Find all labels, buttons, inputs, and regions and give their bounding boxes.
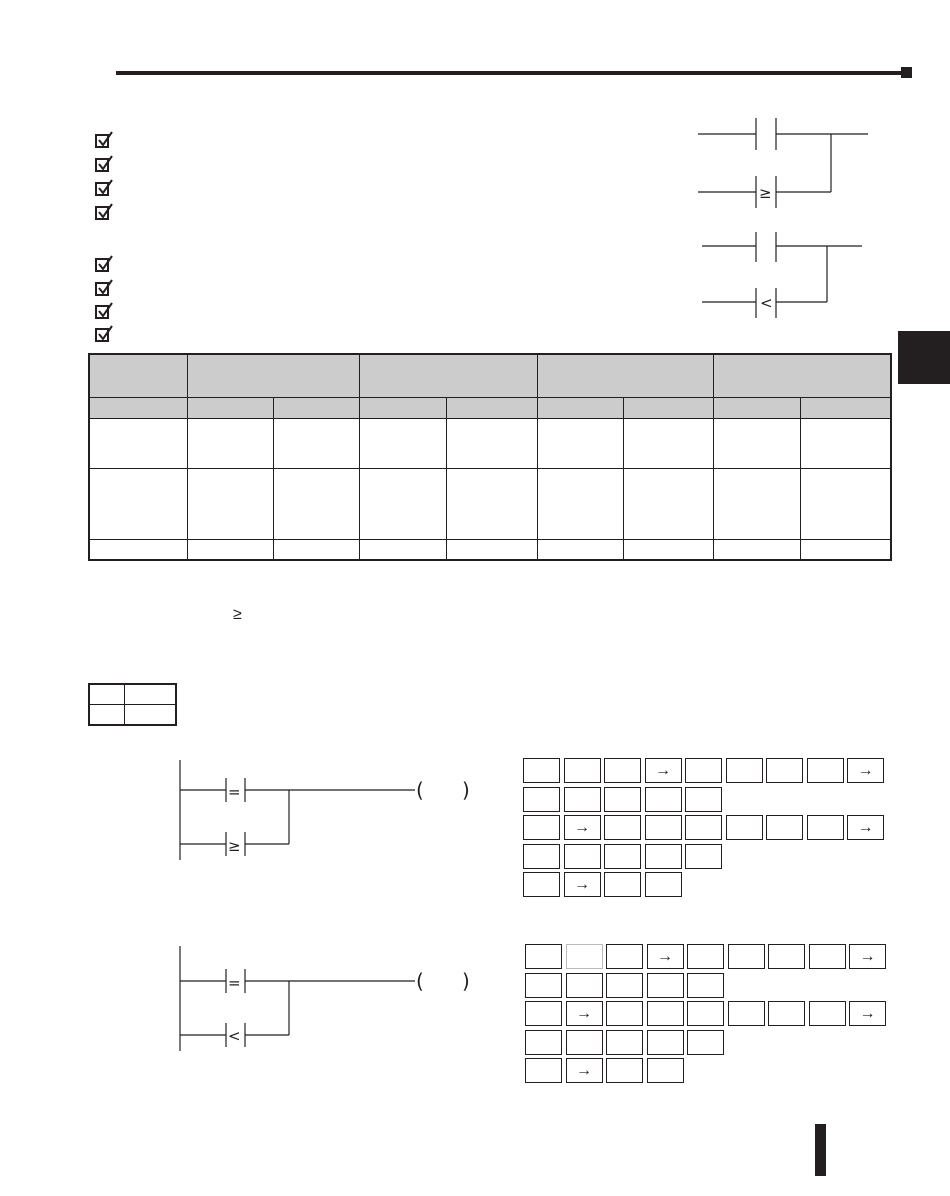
arrow-key [645, 758, 682, 783]
contact-symbol-diagram [690, 112, 880, 322]
coil-left: ( [416, 778, 424, 802]
key [726, 758, 763, 783]
table-subheader-row [89, 398, 891, 419]
key [726, 815, 763, 840]
table-header-row [89, 354, 891, 398]
ge-symbol: ≥ [228, 837, 241, 855]
key [564, 787, 601, 812]
key [685, 758, 722, 783]
ge-symbol: ≥ [759, 184, 772, 202]
right-arrow-icon: → [857, 762, 874, 779]
key [523, 844, 560, 869]
key [523, 815, 560, 840]
checked-checkbox-icon [95, 158, 109, 172]
checked-checkbox-icon [95, 134, 109, 148]
key [564, 844, 601, 869]
right-arrow-icon: → [657, 948, 673, 965]
checked-checkbox-icon [95, 182, 109, 196]
key [645, 872, 682, 897]
arrow-key [647, 944, 684, 969]
right-arrow-icon: → [655, 762, 671, 779]
key [685, 815, 722, 840]
key [647, 1058, 684, 1083]
table-header-cell [359, 354, 537, 398]
key [604, 872, 641, 897]
key [807, 758, 844, 783]
key [647, 1001, 684, 1026]
key [766, 758, 803, 783]
key [647, 1030, 684, 1055]
arrow-key [564, 872, 601, 897]
checked-checkbox-icon [95, 328, 109, 342]
lt-symbol: < [760, 294, 773, 312]
page-marker [815, 1124, 826, 1176]
key [645, 815, 682, 840]
right-arrow-icon: → [576, 1062, 592, 1079]
arrow-key [566, 1001, 603, 1026]
key [606, 1001, 643, 1026]
coil-left: ( [416, 969, 424, 993]
eq-symbol: = [228, 783, 241, 801]
checked-checkbox-icon [95, 206, 109, 220]
key [687, 944, 724, 969]
lt-symbol: < [228, 1027, 241, 1045]
arrow-key [566, 1058, 603, 1083]
key [687, 1001, 724, 1026]
eq-symbol: = [228, 974, 241, 992]
key [604, 844, 641, 869]
key [604, 758, 641, 783]
right-arrow-icon: → [574, 876, 590, 893]
right-arrow-icon: → [859, 1005, 876, 1022]
key [525, 1058, 562, 1083]
key [566, 1030, 603, 1055]
key [604, 815, 641, 840]
key [606, 1058, 643, 1083]
table-row [89, 469, 891, 540]
key [728, 1001, 765, 1026]
chapter-tab [898, 331, 950, 384]
key [766, 815, 803, 840]
data-table [88, 353, 892, 561]
arrow-key [847, 758, 884, 783]
key [523, 872, 560, 897]
key [687, 1030, 724, 1055]
key [525, 973, 562, 998]
header-rule-end [901, 67, 912, 78]
table-header-cell [537, 354, 713, 398]
arrow-key [849, 1001, 886, 1026]
arrow-key [564, 815, 601, 840]
key [606, 973, 643, 998]
key [645, 844, 682, 869]
table-header-cell [187, 354, 359, 398]
key [685, 844, 722, 869]
key [523, 787, 560, 812]
checked-checkbox-icon [95, 305, 109, 319]
checked-checkbox-icon [95, 282, 109, 296]
table-header-cell [89, 354, 187, 398]
key [728, 944, 765, 969]
key [525, 1030, 562, 1055]
key [606, 944, 643, 969]
key [566, 973, 603, 998]
key [768, 1001, 805, 1026]
key [523, 758, 560, 783]
key [525, 944, 562, 969]
key [685, 787, 722, 812]
small-table [88, 683, 177, 726]
right-arrow-icon: → [859, 948, 876, 965]
inline-ge-symbol: ≥ [233, 606, 242, 623]
key [606, 1030, 643, 1055]
table-header-cell [713, 354, 891, 398]
arrow-key [849, 944, 886, 969]
key [687, 973, 724, 998]
right-arrow-icon: → [857, 819, 874, 836]
key [647, 973, 684, 998]
key [564, 758, 601, 783]
key [807, 815, 844, 840]
checked-checkbox-icon [95, 258, 109, 272]
right-arrow-icon: → [574, 819, 590, 836]
coil-right: ) [462, 778, 470, 802]
key [604, 787, 641, 812]
key [809, 944, 846, 969]
header-rule [116, 71, 904, 75]
key [525, 1001, 562, 1026]
right-arrow-icon: → [576, 1005, 592, 1022]
key [645, 787, 682, 812]
key [809, 1001, 846, 1026]
ladder-diagram-1 [170, 755, 480, 865]
ladder-diagram-2 [170, 941, 480, 1053]
key [768, 944, 805, 969]
arrow-key [847, 815, 884, 840]
table-row [89, 419, 891, 469]
coil-right: ) [462, 969, 470, 993]
table-row [89, 540, 891, 561]
key [566, 944, 603, 969]
